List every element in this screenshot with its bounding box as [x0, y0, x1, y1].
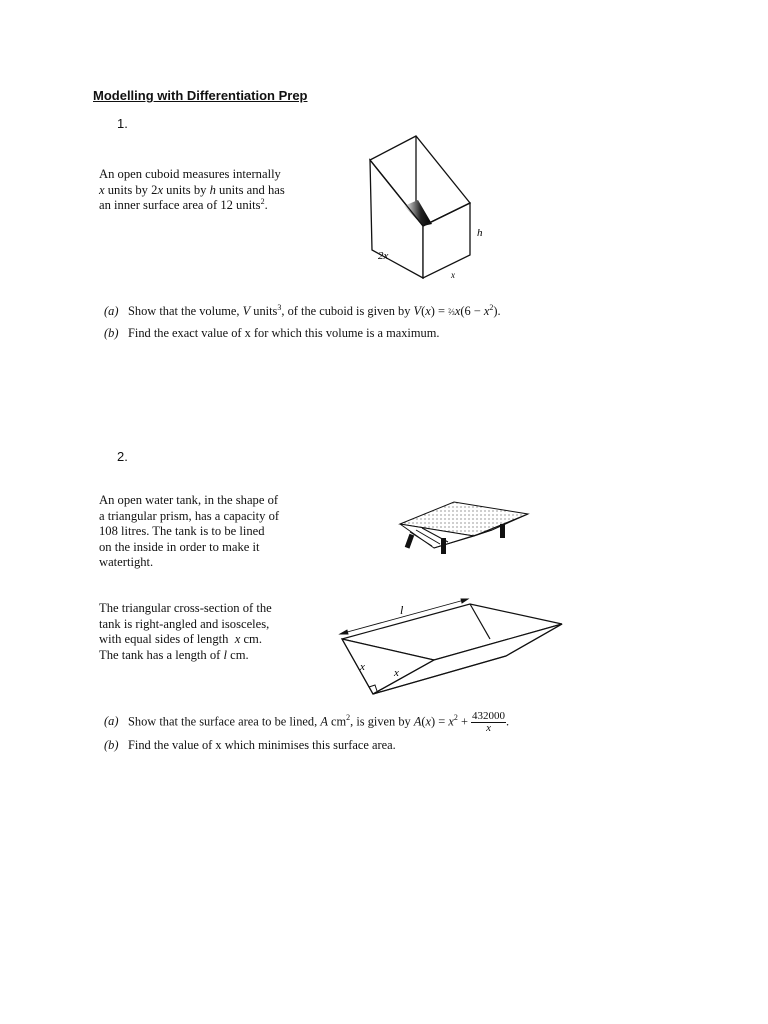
q2-fraction-tail: .	[506, 714, 510, 729]
q1-part-a-label: (a)	[104, 304, 119, 318]
q2-part-b-text: Find the value of x which minimises this surface area.	[128, 738, 396, 752]
prism-label-x-left: x	[360, 661, 365, 673]
q2-text-line-4: on the inside in order to make it	[99, 539, 260, 554]
q2-part-b-label: (b)	[104, 738, 119, 752]
q1-text-line-3: an inner surface area of 12 units$^2$.	[99, 196, 268, 212]
q2-text-line-5: watertight.	[99, 555, 154, 569]
cuboid-label-x: x	[451, 270, 455, 280]
q2-part-a-label: (a)	[104, 714, 119, 729]
q2-text2-line-4: The tank has a length of l cm.	[99, 647, 249, 662]
q2-fraction	[471, 711, 506, 734]
prism-label-x-right: x	[394, 667, 399, 679]
triangular-prism-diagram	[336, 594, 568, 704]
q2-text-line-3: 108 litres. The tank is to be lined	[99, 524, 265, 538]
q1-part-b-label: (b)	[104, 326, 119, 340]
q2-text-line-2: a triangular prism, has a capacity of	[99, 508, 280, 523]
q2-text2-line-1: The triangular cross-section of the	[99, 601, 272, 615]
q1-part-b	[104, 326, 439, 341]
q2-text2-line-3: with equal sides of length x cm.	[99, 632, 262, 646]
prism-label-l: l	[400, 603, 404, 617]
q1-part-b-text: Find the exact value of x for which this volume is a maximum.	[128, 326, 440, 340]
q2-part-b	[104, 738, 396, 753]
q2-text2-line-2: tank is right-angled and isosceles,	[99, 616, 270, 631]
question-2-text	[99, 493, 313, 571]
question-2-cross-section-text	[99, 601, 313, 663]
q2-fraction-denominator: x	[486, 722, 491, 734]
q2-part-a: (a) Show that the surface area to be lined, A $cm^2$, is given by $A(x) = x^2$ + $\frac{432000}{x}$ .	[104, 710, 510, 734]
question-1-number: 1.	[117, 116, 128, 131]
q1-part-a: (a) Show that the volume, V units$^3$, of the cuboid is given by V(x) = ⅔x(6 − $x^2$).	[104, 302, 501, 318]
cuboid-label-2x: 2x	[378, 250, 389, 262]
question-1-text	[99, 167, 317, 214]
question-2-number: 2.	[117, 449, 128, 464]
q2-fraction-numerator: 432000	[472, 710, 506, 722]
open-cuboid-diagram	[360, 128, 500, 288]
q2-text-line-1: An open water tank, in the shape of	[99, 493, 279, 507]
q1-text-line-2: x units by 2x units by h units and has	[99, 182, 285, 197]
water-tank-illustration	[396, 494, 532, 560]
q1-text-line-1: An open cuboid measures internally	[99, 167, 281, 181]
cuboid-label-h: h	[477, 227, 483, 239]
page-title: Modelling with Differentiation Prep	[93, 88, 308, 103]
